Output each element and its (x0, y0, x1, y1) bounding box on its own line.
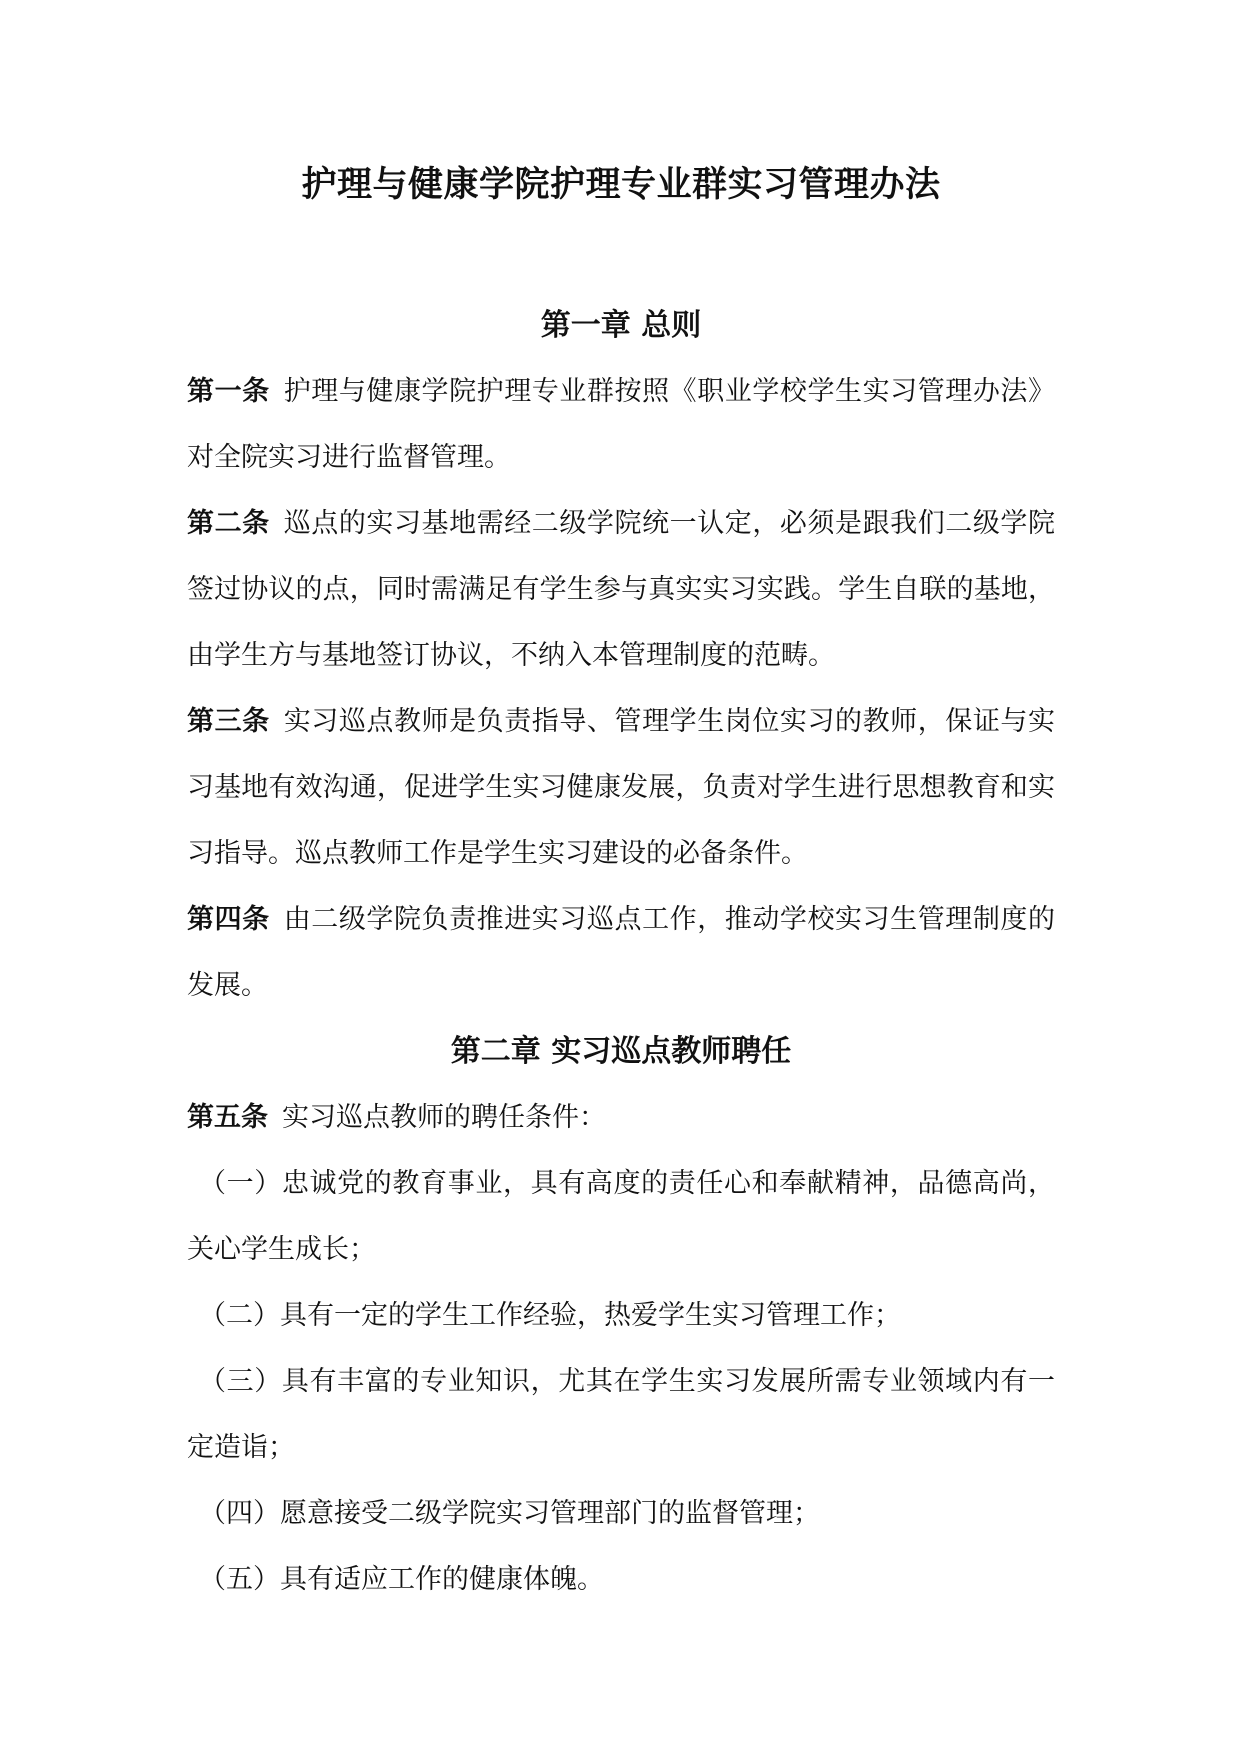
article-text: 实习巡点教师的聘任条件： (282, 1102, 606, 1133)
article-2 (187, 491, 1055, 689)
article-label: 第五条 (187, 1102, 268, 1133)
list-item: （三）具有丰富的专业知识，尤其在学生实习发展所需专业领域内有一定造诣； (187, 1366, 1055, 1463)
chapter-heading: 第一章 总则 (540, 308, 702, 343)
list-item: （一）忠诚党的教育事业，具有高度的责任心和奉献精神，品德高尚，关心学生成长； (187, 1168, 1055, 1265)
article-label: 第三条 (187, 706, 270, 737)
article-label: 第二条 (187, 508, 270, 539)
article-text: 巡点的实习基地需经二级学院统一认定，必须是跟我们二级学院签过协议的点，同时需满足有学生参与真实实习实践。学生自联的基地，由学生方与基地签订协议，不纳入本管理制度的范畴。 (187, 508, 1056, 671)
document-title: 护理与健康学院护理专业群实习管理办法 (301, 165, 941, 205)
list-item: （五）具有适应工作的健康体魄。 (199, 1564, 604, 1595)
list-item: （四）愿意接受二级学院实习管理部门的监督管理； (199, 1498, 820, 1529)
article-text: 实习巡点教师是负责指导、管理学生岗位实习的教师，保证与实习基地有效沟通，促进学生实习健康发展，负责对学生进行思想教育和实习指导。巡点教师工作是学生实习建设的必备条件。 (187, 706, 1056, 869)
article-text: 护理与健康学院护理专业群按照《职业学校学生实习管理办法》对全院实习进行监督管理。 (187, 376, 1056, 473)
chapter-2 (187, 1019, 1055, 1613)
article-5 (187, 1085, 1055, 1151)
chapter-heading: 第二章 实习巡点教师聘任 (450, 1034, 792, 1069)
article-label: 第一条 (187, 376, 270, 407)
list-item: （二）具有一定的学生工作经验，热爱学生实习管理工作； (199, 1300, 901, 1331)
article-text: 由二级学院负责推进实习巡点工作，推动学校实习生管理制度的发展。 (187, 904, 1056, 1001)
article-label: 第四条 (187, 904, 270, 935)
article-3 (187, 689, 1055, 887)
article-1 (187, 359, 1055, 491)
article-4 (187, 887, 1055, 1019)
chapter-1 (187, 293, 1055, 1019)
